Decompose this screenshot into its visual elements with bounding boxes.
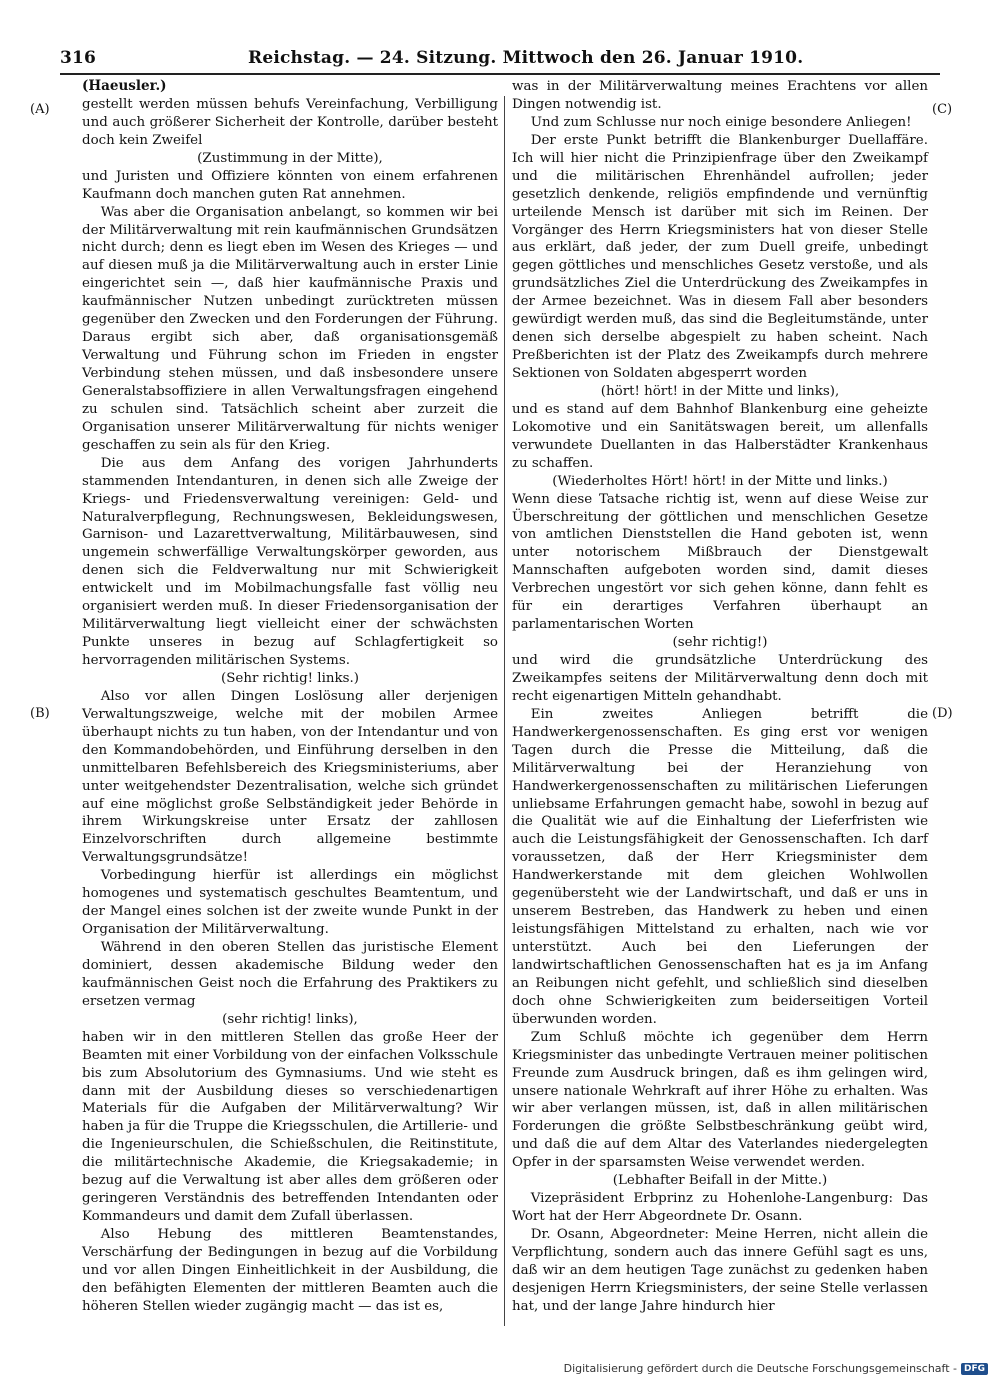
left-column	[82, 78, 498, 1316]
paragraph: was in der Militärverwaltung meines Erachtens vor allen Dingen notwendig ist.	[512, 79, 928, 112]
interjection: (sehr richtig!)	[672, 635, 768, 651]
interjection: (Lebhafter Beifall in der Mitte.)	[612, 1173, 828, 1189]
paragraph: Wenn diese Tatsache richtig ist, wenn auf diese Weise zur Überschreitung der göttlichen und menschlichen Gesetze von amtlichen Dienststellen die Hand geboten ist, wenn unter notorischem Mißbrauch der Dienstgewalt Mannschaften aufgeboten worden sind, damit dieses Verbrechen ungestört vor sich gehen könne, dann fehlt es für ein derartiges Verfahren überhaupt an parlamentarischen Worten	[512, 491, 928, 633]
paragraph: und wird die grundsätzliche Unterdrückung des Zweikampfes seitens der Militärverwaltung denn doch mit recht eigenartigen Mitteln gehandhabt.	[512, 653, 928, 704]
presiding-officer-statement: Vizepräsident Erbprinz zu Hohenlohe-Langenburg: Das Wort hat der Herr Abgeordnete Dr. Osann.	[512, 1191, 928, 1225]
paragraph: Also Hebung des mittleren Beamtenstandes, Verschärfung der Bedingungen in bezug auf die Vorbildung und vor allen Dingen Einheitlichkeit in der Ausbildung, die den befähigten Elementen der mittleren Beamten auch die höheren Stellen wieder zugängig macht — das ist es,	[82, 1227, 498, 1314]
credit-text: Digitalisierung gefördert durch die Deutsche Forschungsgemeinschaft -	[563, 1362, 957, 1375]
paragraph: Und zum Schlusse nur noch einige besondere Anliegen!	[530, 114, 912, 130]
page-header	[60, 48, 940, 74]
speaker-note: (Haeusler.)	[82, 78, 167, 94]
paragraph: Zum Schluß möchte ich gegenüber dem Herrn Kriegsminister das unbedingte Vertrauen meiner politischen Freunde zum Ausdruck bringen, daß es ihm gelingen wird, unsere nationale Wehrkraft auf ihrer Höhe zu erhalten. Was wir aber verlangen müssen, ist, daß in allen militärischen Forderungen die größte Selbstbeschränkung geübt wird, und daß die auf dem Altar des Vaterlandes niedergelegten Opfer in der sparsamsten Weise verwendet werden.	[512, 1029, 928, 1171]
interjection: (Wiederholtes Hört! hört! in der Mitte und links.)	[552, 473, 888, 489]
interjection: (hört! hört! in der Mitte und links),	[600, 383, 840, 399]
running-title: Reichstag. — 24. Sitzung. Mittwoch den 26. Januar 1910.	[248, 48, 804, 68]
dfg-logo: DFG	[961, 1363, 988, 1375]
margin-marker-d: (D)	[932, 706, 953, 721]
paragraph: Ein zweites Anliegen betrifft die Handwerkergenossenschaften. Es ging erst vor wenigen Tagen durch die Presse die Mitteilung, daß die Militärverwaltung bei der Heranziehung von Handwerkergenossenschaften zu militärischen Lieferungen unliebsame Erfahrungen gemacht habe, sowohl in bezug auf die Qualität wie auf die Einhaltung der Lieferfristen wie auch die Leistungsfähigkeit der Genossenschaften. Ich darf voraussetzen, daß der Herr Kriegsminister dem Handwerkerstande mit dem gleichen Wohlwollen gegenübersteht wie der Landwirtschaft, und daß er uns in unserem Bestreben, das Handwerk zu heben und einen leistungsfähigen Mittelstand zu erhalten, nach wie vor unterstützt. Auch bei den Lieferungen der landwirtschaftlichen Genossenschaften hat es ja im Anfang an Reibungen nicht gefehlt, und schließlich sind dieselben doch ohne Schwierigkeiten zum beiderseitigen Vorteil überwunden worden.	[512, 706, 928, 1027]
paragraph: und Juristen und Offiziere könnten von einem erfahrenen Kaufmann doch manchen guten Rat annehmen.	[82, 168, 498, 202]
paragraph: Während in den oberen Stellen das juristische Element dominiert, dessen akademische Bildung weder den kaufmännischen Geist noch die Erfahrung des Praktikers zu ersetzen vermag	[82, 940, 498, 1009]
digitization-credit	[564, 1362, 988, 1375]
interjection: (Zustimmung in der Mitte),	[197, 150, 383, 166]
header-rule	[60, 73, 940, 75]
margin-marker-a: (A)	[30, 102, 50, 117]
margin-marker-b: (B)	[30, 706, 50, 721]
paragraph: Was aber die Organisation anbelangt, so kommen wir bei der Militärverwaltung mit rein kaufmännischen Grundsätzen nicht durch; denn es liegt eben im Wesen des Krieges — und auf diesen muß ja die Militärverwaltung auch in erster Linie eingerichtet sein —, daß hier kaufmännische Praxis und kaufmännischer Nutzen unbedingt zurücktreten müssen gegenüber den Zwecken und den Forderungen der Führung. Daraus ergibt sich aber, daß organisationsgemäß Verwaltung und Führung schon im Frieden in engster Verbindung stehen müssen, und daß insbesondere unsere Generalstabsoffiziere in allen Verwaltungsfragen eingehend zu schulen sind. Tatsächlich scheint aber zurzeit die Organisation unserer Militärverwaltung für nichts weniger geschaffen zu sein als für den Krieg.	[82, 204, 498, 453]
paragraph: und es stand auf dem Bahnhof Blankenburg eine geheizte Lokomotive und ein Sanitätswagen bereit, um allenfalls verwundete Duellanten in das Halberstädter Krankenhaus zu schaffen.	[512, 401, 928, 471]
right-column	[512, 78, 928, 1316]
paragraph: Die aus dem Anfang des vorigen Jahrhunderts stammenden Intendanturen, in denen sich alle Zweige der Kriegs- und Friedensverwaltung vereinigen: Geld- und Naturalverpflegung, Rechnungswesen, Bekleidungswesen, Garnison- und Lazarettverwaltung, Militärbauwesen, sind ungemein schwerfällige Verwaltungskörper geworden, aus denen sich die Feldverwaltung nur mit Schwierigkeit entwickelt und im Mobilmachungsfalle fast völlig neu organisiert werden muß. In dieser Friedensorganisation der Militärverwaltung liegt vielleicht einer der schwächsten Punkte unseres in bezug auf Schlagfertigkeit so hervorragenden militärischen Systems.	[82, 455, 498, 668]
interjection: (sehr richtig! links),	[222, 1011, 358, 1027]
margin-marker-c: (C)	[932, 102, 953, 117]
speaker-paragraph: Dr. Osann, Abgeordneter: Meine Herren, nicht allein die Verpflichtung, sondern auch das innere Gefühl sagt es uns, daß wir an dem heutigen Tage zunächst zu gedenken haben desjenigen Herrn Kriegsministers, der seine Stelle verlassen hat, und der lange Jahre hindurch hier	[512, 1227, 928, 1314]
paragraph: gestellt werden müssen behufs Vereinfachung, Verbilligung und auch größerer Sicherheit der Kontrolle, darüber besteht doch kein Zweifel	[82, 96, 498, 148]
paragraph: Also vor allen Dingen Loslösung aller derjenigen Verwaltungszweige, welche mit der mobilen Armee überhaupt nichts zu tun haben, von der Intendantur und von den Kommandobehörden, und Einführung derselben in den unmittelbaren Befehlsbereich des Kriegsministeriums, aber unter weitgehendster Dezentralisation, welche sich gründet auf eine möglichst große Selbständigkeit jeder Behörde in ihrem Wirkungskreise unter Ersatz der zahllosen Einzelvorschriften durch allgemeine bestimmte Verwaltungsgrundsätze!	[82, 688, 498, 866]
paragraph: Vorbedingung hierfür ist allerdings ein möglichst homogenes und systematisch geschultes Beamtentum, und der Mangel eines solchen ist der zweite wunde Punkt in der Organisation der Militärverwaltung.	[82, 868, 498, 938]
paragraph: Der erste Punkt betrifft die Blankenburger Duellaffäre. Ich will hier nicht die Prinzipienfrage über den Zweikampf und die militärischen Ehrenhändel aufrollen; jeder gesetzlich denkende, religiös empfindende und vernünftig urteilende Mensch ist darüber mit sich im Reinen. Der Vorgänger des Herrn Kriegsministers hat von dieser Stelle aus erklärt, daß jeder, der zum Duell greife, unbedingt gegen göttliches und menschliches Gesetz verstoße, und als grundsätzliches Ziel die Unterdrückung des Zweikampfes in der Armee bezeichnet. Was in diesem Fall aber besonders gewürdigt werden muß, das sind die Begleitumstände, unter denen sich derselbe abgespielt zu haben scheint. Nach Preßberichten ist der Platz des Zweikampfs durch mehrere Sektionen von Soldaten abgesperrt worden	[512, 132, 928, 381]
interjection: (Sehr richtig! links.)	[221, 670, 359, 686]
page-number: 316	[60, 48, 97, 68]
column-divider	[504, 96, 505, 1326]
paragraph: haben wir in den mittleren Stellen das große Heer der Beamten mit einer Vorbildung von der einfachen Volksschule bis zum Absolutorium des Gymnasiums. Und wie steht es dann mit der Ausbildung dieses so verschiedenartigen Materials für die Aufgaben der Militärverwaltung? Wir haben ja für die Truppe die Kriegsschulen, die Artillerie- und die Ingenieurschulen, die Schießschulen, die Reitinstitute, die militärtechnische Akademie, die Kriegsakademie; in bezug auf die Verwaltung ist aber alles dem größeren oder geringeren Verständnis des betreffenden Intendanten oder Kommandeurs und damit dem Zufall überlassen.	[82, 1029, 498, 1225]
